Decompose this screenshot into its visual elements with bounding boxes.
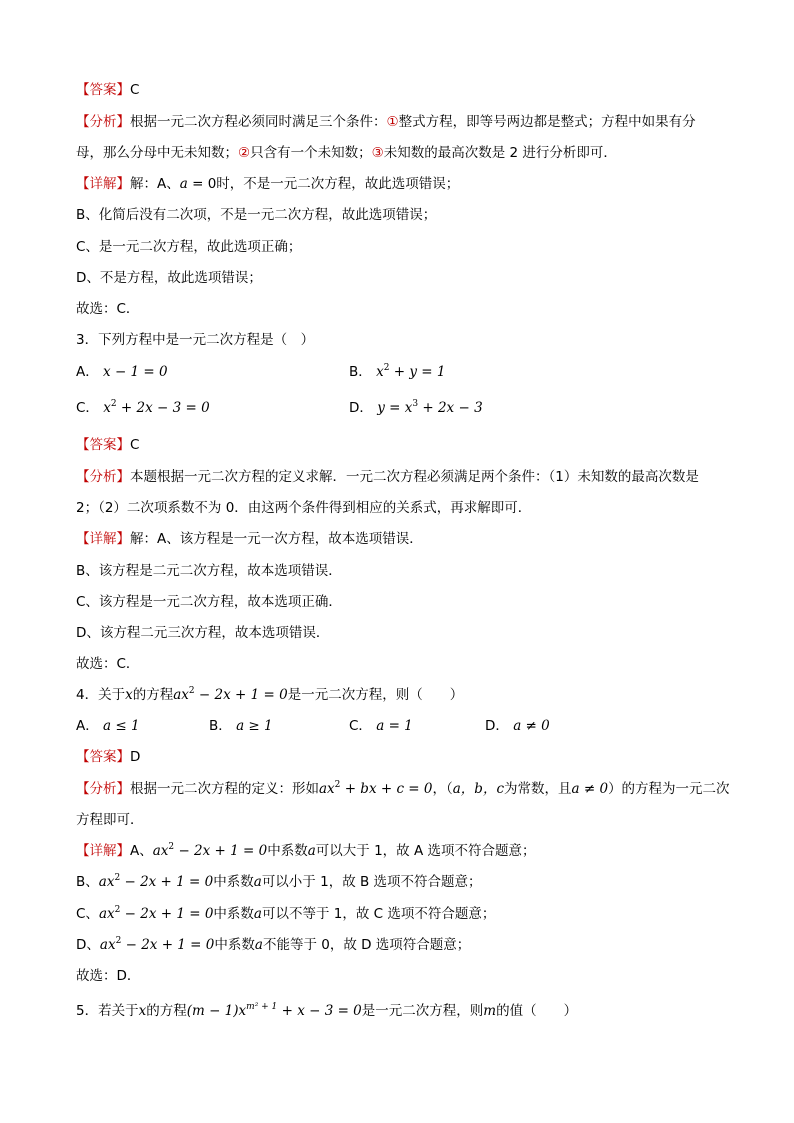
answer-tag: 【答案】 bbox=[76, 437, 130, 453]
question-4-stem bbox=[76, 685, 724, 705]
analysis-text: ）的方程为一元二次 bbox=[608, 781, 730, 797]
option-math: a ≥ 1 bbox=[236, 718, 273, 734]
math-a: a bbox=[253, 874, 262, 890]
equation: ax bbox=[98, 906, 115, 922]
choice-line: 故选：D． bbox=[76, 968, 141, 984]
equation: ax bbox=[319, 781, 335, 797]
exponent: 2 bbox=[115, 936, 122, 946]
math-condition: a ≠ 0 bbox=[571, 781, 609, 797]
answer-line-q2 bbox=[76, 80, 724, 100]
detail-line-2: B、化简后没有二次项，不是一元二次方程，故此选项错误； bbox=[76, 207, 437, 223]
detail-line-1 bbox=[76, 529, 724, 549]
detail-text: 可以小于 1，故 B 选项不符合题意； bbox=[261, 874, 482, 890]
math-a: a bbox=[179, 176, 188, 192]
answer-line-q3 bbox=[76, 435, 724, 455]
detail-text: 解：A、 bbox=[130, 176, 180, 192]
detail-line-4 bbox=[76, 935, 724, 955]
exponent: 2 bbox=[383, 363, 390, 373]
answer-tag: 【答案】 bbox=[76, 82, 130, 98]
analysis-text: 根据一元二次方程必须同时满足三个条件： bbox=[130, 114, 387, 130]
detail-line-4: D、该方程二元三次方程，故本选项错误． bbox=[76, 625, 330, 641]
detail-text: A、 bbox=[130, 843, 153, 859]
detail-line-2: B、该方程是二元二次方程，故本选项错误． bbox=[76, 563, 342, 579]
q3-option-a bbox=[76, 362, 168, 382]
math-a: a bbox=[307, 843, 316, 859]
option-math: x bbox=[376, 364, 384, 380]
choice-line: 故选：C． bbox=[76, 656, 140, 672]
analysis-line-2 bbox=[76, 143, 724, 163]
q3-option-c bbox=[76, 398, 210, 418]
condition-1: 整式方程，即等号两边都是整式；方程中如果有分 bbox=[398, 114, 696, 130]
detail-text: 可以不等于 1，故 C 选项不符合题意； bbox=[261, 906, 496, 922]
option-label: A． bbox=[76, 364, 99, 380]
exponent: 2 bbox=[110, 399, 117, 409]
equation: ax bbox=[98, 874, 115, 890]
option-math: y = x bbox=[377, 400, 413, 416]
analysis-text: 本题根据一元二次方程的定义求解．一元二次方程必须满足两个条件：（1）未知数的最高次数是 bbox=[130, 469, 699, 485]
condition-3: 未知数的最高次数是 2 进行分析即可． bbox=[383, 145, 617, 161]
detail-line-1 bbox=[76, 841, 724, 861]
exponent: 2 bbox=[168, 842, 175, 852]
detail-text: 解：A、该方程是一元一次方程，故本选项错误． bbox=[130, 531, 423, 547]
analysis-text: 根据一元二次方程的定义：形如 bbox=[130, 781, 319, 797]
answer-value: C bbox=[130, 437, 140, 453]
equation: (m − 1)x bbox=[186, 1003, 247, 1019]
option-label: B． bbox=[349, 364, 372, 380]
equation: + bx + c = 0 bbox=[340, 781, 433, 797]
circled-1: ① bbox=[386, 114, 399, 130]
option-label: C． bbox=[349, 718, 372, 734]
equation: ax bbox=[99, 937, 116, 953]
detail-line-3: C、是一元二次方程，故此选项正确； bbox=[76, 239, 302, 255]
option-math: a ≤ 1 bbox=[103, 718, 140, 734]
detail-text: 中系数 bbox=[267, 843, 308, 859]
detail-line-3: C、该方程是一元二次方程，故本选项正确． bbox=[76, 594, 342, 610]
answer-line-q4 bbox=[76, 747, 724, 767]
circled-2: ② bbox=[238, 145, 251, 161]
option-math: + y = 1 bbox=[389, 364, 446, 380]
equation: − 2x + 1 = 0 bbox=[120, 906, 214, 922]
condition-2: 只含有一个未知数； bbox=[250, 145, 372, 161]
detail-text: = 0时，不是一元二次方程，故此选项错误； bbox=[187, 176, 460, 192]
stem-text: 的方程 bbox=[146, 1003, 187, 1019]
analysis-text: 为常数，且 bbox=[504, 781, 572, 797]
question-3-stem: 3．下列方程中是一元二次方程是（ ） bbox=[76, 332, 315, 348]
exponent: 2 bbox=[188, 686, 195, 696]
math-a: a bbox=[253, 906, 262, 922]
math-x: x bbox=[125, 687, 133, 703]
equation: − 2x + 1 = 0 bbox=[194, 687, 288, 703]
analysis-tag: 【分析】 bbox=[76, 469, 130, 485]
detail-text: B、 bbox=[76, 874, 99, 890]
q4-option-a bbox=[76, 716, 140, 736]
option-math: x − 1 = 0 bbox=[103, 364, 168, 380]
analysis-line-2: 方程即可． bbox=[76, 812, 144, 828]
exponent: 2 bbox=[114, 873, 121, 883]
equation: + x − 3 = 0 bbox=[277, 1003, 362, 1019]
detail-tag: 【详解】 bbox=[76, 176, 130, 192]
analysis-tag: 【分析】 bbox=[76, 114, 130, 130]
circled-3: ③ bbox=[371, 145, 384, 161]
equation: ax bbox=[173, 687, 189, 703]
option-math: a = 1 bbox=[376, 718, 413, 734]
equation: − 2x + 1 = 0 bbox=[121, 937, 215, 953]
detail-line-2 bbox=[76, 872, 724, 892]
analysis-line-1 bbox=[76, 467, 724, 487]
answer-value: D bbox=[130, 749, 141, 765]
choice-line: 故选：C． bbox=[76, 301, 140, 317]
analysis-line-1 bbox=[76, 779, 730, 799]
detail-text: 不能等于 0，故 D 选项符合题意； bbox=[262, 937, 471, 953]
detail-text: 可以大于 1，故 A 选项不符合题意； bbox=[315, 843, 536, 859]
detail-line-1 bbox=[76, 174, 724, 194]
option-label: D． bbox=[485, 718, 509, 734]
stem-text: 4．关于 bbox=[76, 687, 126, 703]
math-m: m bbox=[483, 1003, 497, 1019]
question-5-stem bbox=[76, 1001, 724, 1021]
detail-text: D、 bbox=[76, 937, 100, 953]
stem-text: 是一元二次方程，则 bbox=[361, 1003, 484, 1019]
detail-line-3 bbox=[76, 904, 724, 924]
analysis-text: 母，那么分母中无未知数； bbox=[76, 145, 238, 161]
q4-option-c bbox=[349, 716, 413, 736]
detail-tag: 【详解】 bbox=[76, 531, 130, 547]
detail-text: 中系数 bbox=[214, 937, 255, 953]
option-math: + 2x − 3 = 0 bbox=[116, 400, 210, 416]
analysis-tag: 【分析】 bbox=[76, 781, 130, 797]
q3-option-b bbox=[349, 362, 445, 382]
detail-tag: 【详解】 bbox=[76, 843, 130, 859]
exponent: 3 bbox=[412, 399, 419, 409]
option-math: + 2x − 3 bbox=[418, 400, 483, 416]
option-label: D． bbox=[349, 400, 373, 416]
detail-text: 中系数 bbox=[213, 906, 254, 922]
math-vars: a，b，c bbox=[452, 781, 505, 797]
exponent: m² + 1 bbox=[246, 1002, 278, 1012]
analysis-line-2: 2；（2）二次项系数不为 0．由这两个条件得到相应的关系式，再求解即可． bbox=[76, 500, 532, 516]
equation: ax bbox=[152, 843, 169, 859]
math-x: x bbox=[138, 1003, 147, 1019]
exponent: 2 bbox=[334, 780, 341, 790]
option-math: a ≠ 0 bbox=[513, 718, 550, 734]
math-a: a bbox=[254, 937, 263, 953]
analysis-line-1 bbox=[76, 112, 724, 132]
stem-text: 5．若关于 bbox=[76, 1003, 139, 1019]
exponent: 2 bbox=[114, 905, 121, 915]
equation: − 2x + 1 = 0 bbox=[174, 843, 268, 859]
q3-option-d bbox=[349, 398, 483, 418]
analysis-text: ，（ bbox=[432, 781, 453, 797]
option-label: C． bbox=[76, 400, 99, 416]
option-label: A． bbox=[76, 718, 99, 734]
detail-text: C、 bbox=[76, 906, 99, 922]
stem-text: 的方程 bbox=[132, 687, 174, 703]
option-label: B． bbox=[209, 718, 232, 734]
q4-option-d bbox=[485, 716, 550, 736]
answer-value: C bbox=[130, 82, 140, 98]
detail-text: 中系数 bbox=[213, 874, 254, 890]
stem-text: 的值（ ） bbox=[496, 1003, 578, 1019]
detail-line-4: D、不是方程，故此选项错误； bbox=[76, 270, 262, 286]
option-math: x bbox=[103, 400, 111, 416]
stem-text: 是一元二次方程，则（ ） bbox=[287, 687, 464, 703]
q4-option-b bbox=[209, 716, 273, 736]
equation: − 2x + 1 = 0 bbox=[120, 874, 214, 890]
answer-tag: 【答案】 bbox=[76, 749, 130, 765]
